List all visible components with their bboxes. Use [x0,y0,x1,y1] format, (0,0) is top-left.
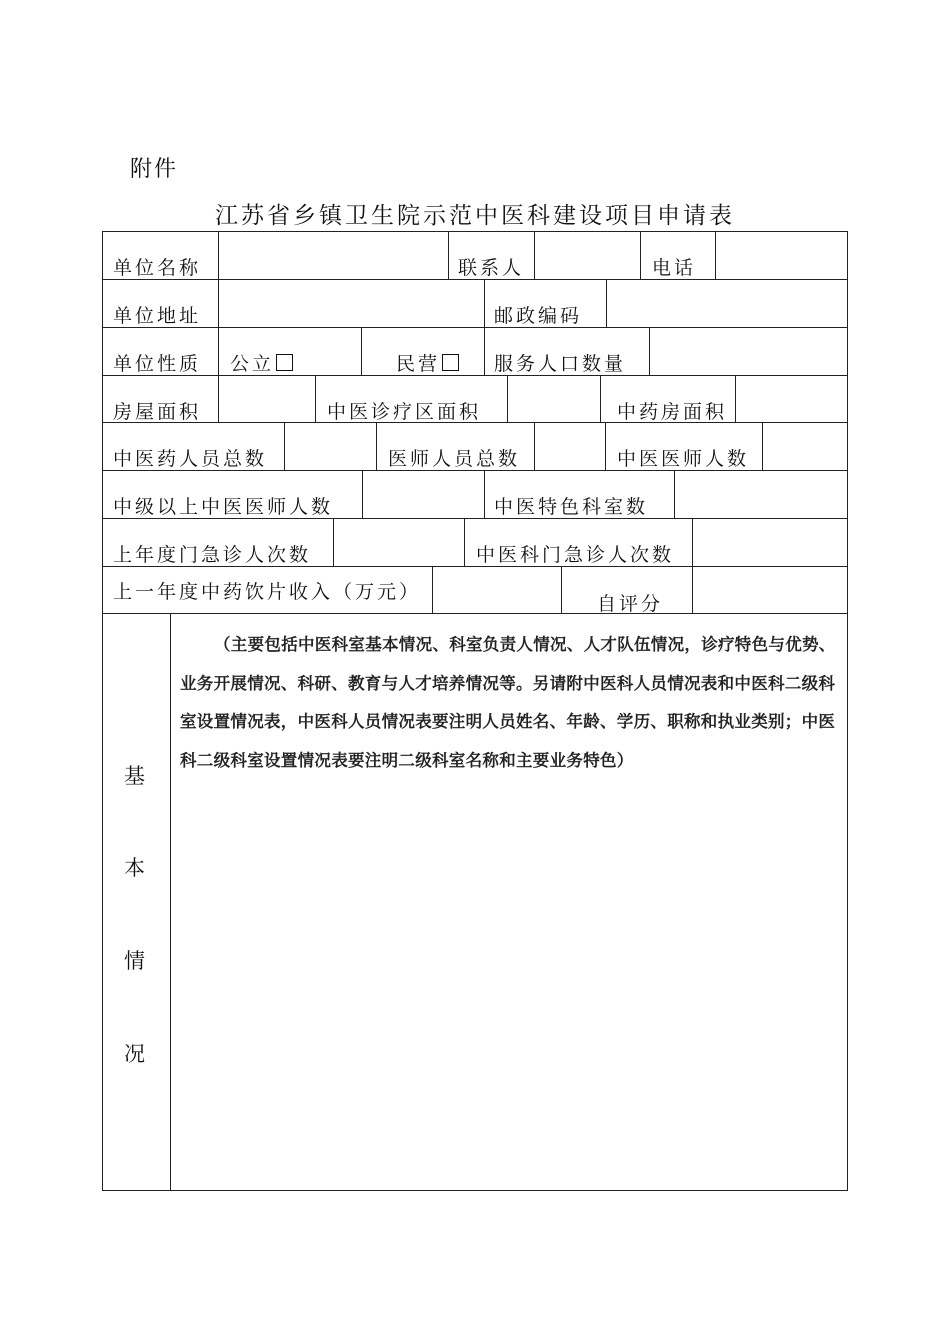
label-tcm-staff-total: 中医药人员总数 [113,448,268,470]
option-private-label: 民营 [396,353,441,375]
label-last-year-visits: 上年度门急诊人次数 [113,544,312,566]
label-herbal-income: 上一年度中药饮片收入（万元） [113,581,422,603]
section-label-char: 基 [124,764,145,788]
label-physician-total: 医师人员总数 [388,448,521,470]
label-building-area: 房屋面积 [113,401,202,423]
basic-info-instructions: （主要包括中医科室基本情况、科室负责人情况、人才队伍情况，诊疗特色与优势、业务开展情况、科研、教育与人才培养情况等。另请附中医科人员情况表和中医科二级科室设置情况表，中医科人员情况表要注明人员姓名、年龄、学历、职称和执业类别；中医科二级科室设置情况表要注明二级科室名称和主要业务特色） [180,635,836,770]
label-specialty-depts: 中医特色科室数 [494,496,649,518]
option-private[interactable] [396,349,459,376]
label-postal-code: 邮政编码 [494,305,583,327]
public-checkbox[interactable] [276,354,293,371]
attachment-label: 附件 [130,157,179,182]
label-self-score: 自评分 [597,593,664,615]
private-checkbox[interactable] [442,354,459,371]
label-tcm-dept-visits: 中医科门急诊人次数 [476,544,675,566]
option-public-label: 公立 [230,353,275,375]
label-tcm-clinic-area: 中医诊疗区面积 [327,401,482,423]
label-tcm-physician-count: 中医医师人数 [617,448,750,470]
label-service-population: 服务人口数量 [494,353,627,375]
label-unit-nature: 单位性质 [113,353,202,375]
label-pharmacy-area: 中药房面积 [617,401,728,423]
label-contact: 联系人 [458,257,525,279]
section-label-char: 本 [124,856,145,880]
label-unit-address: 单位地址 [113,305,202,327]
form-title: 江苏省乡镇卫生院示范中医科建设项目申请表 [215,203,735,229]
label-senior-tcm-physicians: 中级以上中医医师人数 [113,496,334,518]
label-phone: 电话 [652,257,697,279]
section-label-char: 况 [124,1042,145,1066]
label-unit-name: 单位名称 [113,257,202,279]
option-public[interactable] [230,349,293,376]
section-label-char: 情 [124,949,145,973]
